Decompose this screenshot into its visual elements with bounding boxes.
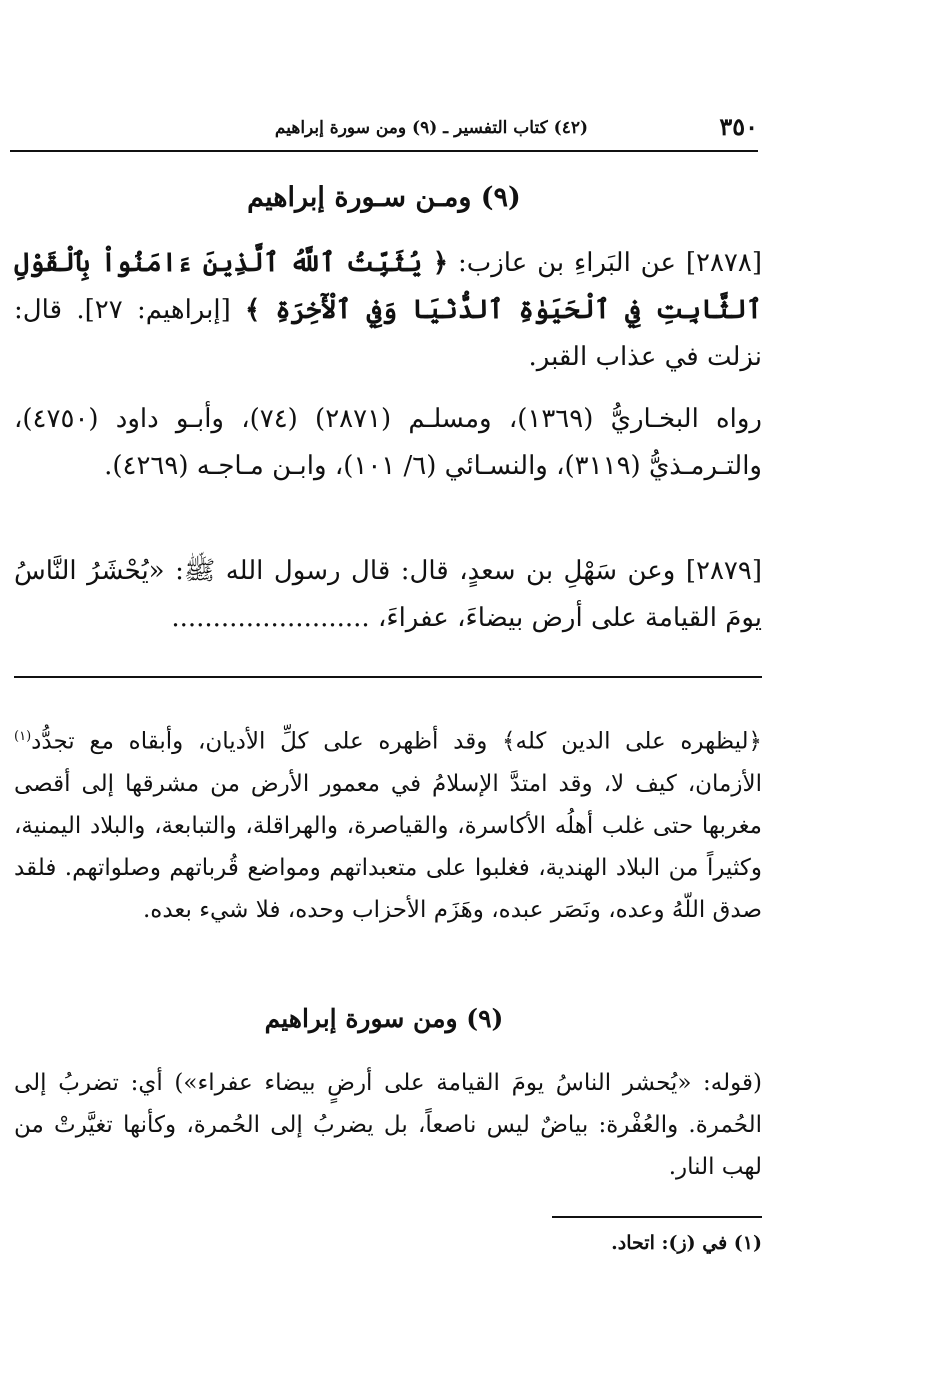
verse-reference: [إبراهيم: ٢٧].: [76, 295, 231, 325]
footnote-marker: (١): [14, 729, 32, 744]
commentary-section-heading: (٩) ومن سورة إبراهيم: [264, 1004, 504, 1033]
text-commentary-separator: [14, 676, 762, 678]
commentary-text: ﴿ليظهره على الدين كله﴾ وقد أظهره على كلِّ الأديان، وأبقاه مع تجدُّد: [31, 728, 762, 755]
commentary-text-cont: الأزمان، كيف لا، وقد امتدَّ الإسلامُ في معمور الأرض من مشرقها إلى أقصى مغربها حتى غلب أهلُه الأكاسرة، والقياصرة، والهراقلة، والتبابعة، والبلاد اليمنية، وكثيراً من البلاد الهندية، فغلبوا على متعبداتهم ومواضع قُرباتهم وصلواتهم. فلقد صدق اللّهُ وعده، ونَصَر عبده، وهَزَم الأحزاب وحده، فلا شيء بعده.: [14, 770, 762, 923]
takhrij-paragraph: رواه البخـاريُّ (١٣٦٩)، ومسلـم (٢٨٧١) (٧٤)، وأبـو داود (٤٧٥٠)، والتـرمـذيُّ (٣١١٩)، والنسـائي (٦/ ١٠١)، وابـن مـاجـه (٤٢٦٩).: [14, 404, 762, 481]
hadith-text: وعن سَهْلِ بن سعدٍ، قال: قال رسول الله ﷺ: «يُحْشَرُ النَّاسُ يومَ القيامة على أرض بيضاءَ، عفراءَ،: [14, 556, 762, 633]
commentary-paragraph-2: (قوله: «يُحشر الناسُ يومَ القيامة على أرضٍ بيضاء عفراء») أي: تضربُ إلى الحُمرة. والعُفْرة: بياضٌ ليس ناصعاً، بل يضربُ إلى الحُمرة، وكأنها تغيَّرتْ من لهب النار.: [14, 1070, 762, 1180]
quran-verse: ﴿ يُثَبِّتُ ٱللَّهُ ٱلَّذِينَ ءَامَنُواْ بِٱلْقَوْلِ ٱلثَّابِتِ فِي ٱلْحَيَوٰةِ ٱلدُّنْيَا وَفِي ٱلْأٓخِرَةِ ﴾: [14, 248, 763, 325]
running-title: (٤٢) كتاب التفسير ـ (٩) ومن سورة إبراهيم: [274, 118, 588, 138]
hadith-number: [٢٨٧٨]: [685, 248, 763, 278]
hadith-number: [٢٨٧٩]: [685, 556, 763, 586]
hadith-2878: [14, 240, 762, 381]
hadith-text: قال: نزلت في عذاب القبر.: [14, 295, 762, 372]
section-heading: (٩) ومـن سـورة إبراهيم: [247, 182, 521, 213]
page-number: ٣٥٠: [719, 112, 758, 141]
hadith-2879: [14, 548, 762, 642]
ellipsis-dots: ........................: [171, 603, 370, 633]
footnote-separator: [552, 1216, 762, 1218]
commentary-paragraph-1: [14, 716, 762, 931]
footnote: (١) في (ز): اتحاد.: [611, 1232, 762, 1254]
hadith-intro: عن البَراءِ بن عازب:: [458, 248, 676, 278]
page-header: [10, 110, 758, 152]
